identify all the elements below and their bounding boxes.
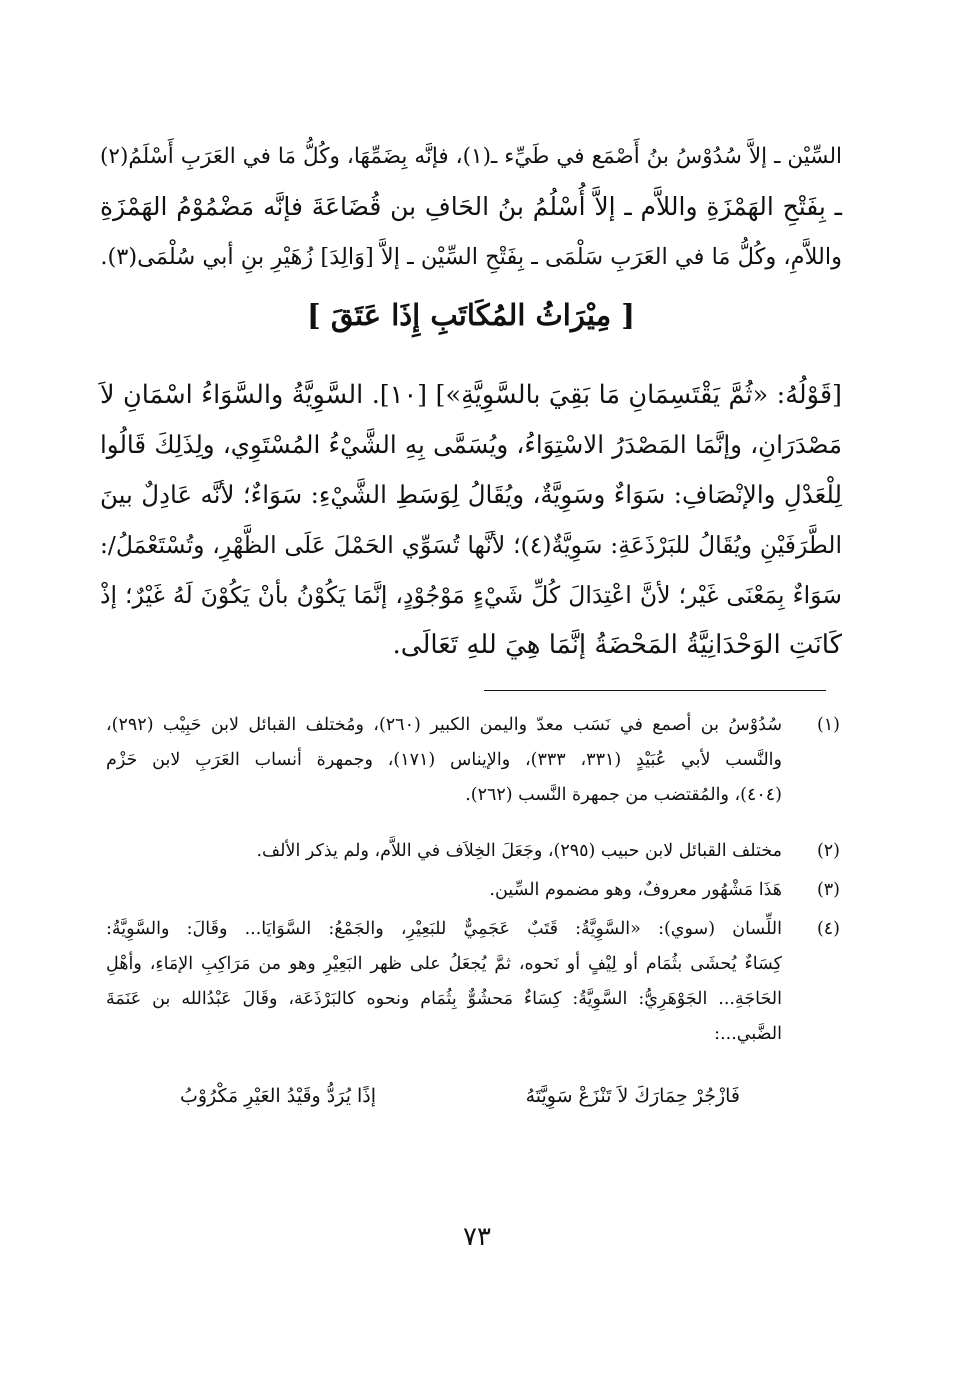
footnote-number: (١): [816, 715, 840, 735]
main-paragraph: [100, 370, 842, 670]
footnote-2: [106, 834, 840, 869]
page-number: ٧٣: [463, 1222, 491, 1252]
footnote-line: الحَاجَةِ... الجَوْهَرِيُّ: السَّوِيَّةُ: كِسَاءٌ مَحشُوٌّ بِثُمَام ونحوه كالبَرْذَعَة، وقَالَ عَبْدُالله بن عَنَمَةَ: [106, 989, 782, 1009]
text-line: كَانَتِ الوَحْدَانِيَّةُ المَحْضَةُ إنَّمَا هِيَ للهِ تَعَالَى.: [392, 630, 842, 660]
text-line: لِلْعَدْلِ والإنْصَافِ: سَوَاءٌ وسَوِيَّةٌ، ويُقَالُ لِوَسَطِ الشَّيْءِ: سَوَاءٌ؛ لأنَّه عَادِلٌ بينَ: [100, 480, 842, 509]
text-line: سَوَاءٌ بِمَعْنَى غَيْر؛ لأنَّ اعْتِدَالَ كُلِّ شَيْءٍ مَوْجُوْدٍ، إنَّمَا يَكُوْنُ بأنْ يَكُوْنَ لَهُ غَيْرٌ؛ إذْ: [100, 581, 842, 609]
footnote-line: كِسَاءٌ يُحشَى بثُمَام أو لِيْفٍ أو نَحوه، ثمَّ يُجعَلُ على ظهر البَعِيْرِ وهو من مَرَاكِبِ الإمَاءِ، وأهْلِ: [106, 954, 782, 974]
footnote-number: (٣): [816, 880, 840, 900]
footnote-line: هَذَا مَشْهُور معروفٌ، وهو مضموم السِّين.: [489, 880, 782, 900]
verse-first-hemistich: فَازْجُرْ حِمَارَكَ لاَ تَنْزَعْ سَوِيَّتَهُ: [525, 1085, 740, 1107]
footnote-1: [106, 708, 840, 813]
footnote-line: (٤٠٤)، والمُقتضب من جمهرة النَّسب (٢٦٢).: [465, 785, 782, 805]
footnote-line: مختلف القبائل لابن حبيب (٢٩٥)، وجَعَلَ الخِلاَف في اللاَّم، ولم يذكر الألف.: [256, 841, 782, 861]
text-line: ـ بِفَتْحِ الهَمْزَةِ واللاَّم ـ إلاَّ أُسْلُمُ بنُ الحَافِ بن قُضَاعَةَ فإنَّه مَضْمُوْمُ الهَمْزَةِ: [100, 192, 842, 221]
text-line: [قَوْلُهُ: «ثُمَّ يَقْتَسِمَانِ مَا بَقِيَ بالسَّوِيَّةِ»] [١٠]. السَّوِيَّةُ والسَّوَاءُ اسْمَانِ لاَ: [100, 380, 842, 410]
section-heading: [ مِيْرَاثُ المُكَاتَبِ إِذَا عَتَقَ ]: [307, 298, 635, 332]
text-line: واللاَّمِ، وكُلُّ مَا في العَرَبِ سَلْمَى ـ بِفَتْحِ السِّيْن ـ إلاَّ [وَالِدَ] زُهَيْرِ بنِ أبي سُلْمَى(٣).: [100, 244, 842, 270]
text-line: مَصْدَرَانِ، وإنَّمَا المَصْدَرُ الاسْتِوَاءُ، ويُسَمَّى بِهِ الشَّيْءُ المُسْتَوِي، ولِذَلِكَ قَالُوا: [100, 430, 842, 459]
footnote-line: اللِّسان (سوي): «السَّوِيَّةُ: قَتَبٌ عَجَمِيٌّ للبَعِيْرِ، والجَمْعُ: السَّوَايَا... وقَالَ: والسَّوِيَّةُ:: [106, 919, 782, 939]
verse-second-hemistich: إذًا يُرَدُّ وقَيْدُ العَيْرِ مَكْرُوْبُ: [180, 1085, 377, 1107]
footnote-4: [106, 912, 840, 1052]
footnote-3: [106, 873, 840, 908]
footnote-number: (٢): [816, 841, 840, 861]
footnote-line: الضَّبي...:: [714, 1024, 782, 1044]
footnote-separator: [484, 690, 826, 691]
poetry-verse: [180, 1085, 740, 1107]
footnote-number: (٤): [816, 919, 840, 939]
footnote-line: سُدُوْسُ بن أصمع في نَسَب معدّ واليمن الكبير (٢٦٠)، ومُختلف القبائل لابن حَبِيْب (٢٩٢)،: [106, 715, 782, 735]
top-paragraph: [100, 132, 842, 282]
text-line: السِّيْن ـ إلاَّ سُدُوْسُ بنُ أَصْمَع في طَيِّء ـ(١)، فإنَّه بِضَمِّهَا، وكُلُّ مَا في العَرَبِ أَسْلَمُ(٢): [100, 144, 842, 169]
footnote-line: والنَّسب لأبي عُبَيْدٍ (٣٣١، ٣٣٣)، والإيناس (١٧١)، وجمهرة أنساب العَرَبِ لابن حَزْم: [106, 750, 782, 770]
text-line: الطَّرَفَيْنِ ويُقَالُ للبَرْذَعَةِ: سَوِيَّةٌ(٤)؛ لأنَّها تُسَوِّي الحَمْلَ عَلَى الظَّهْرِ، وتُسْتَعْمَلُ/:: [100, 531, 842, 559]
